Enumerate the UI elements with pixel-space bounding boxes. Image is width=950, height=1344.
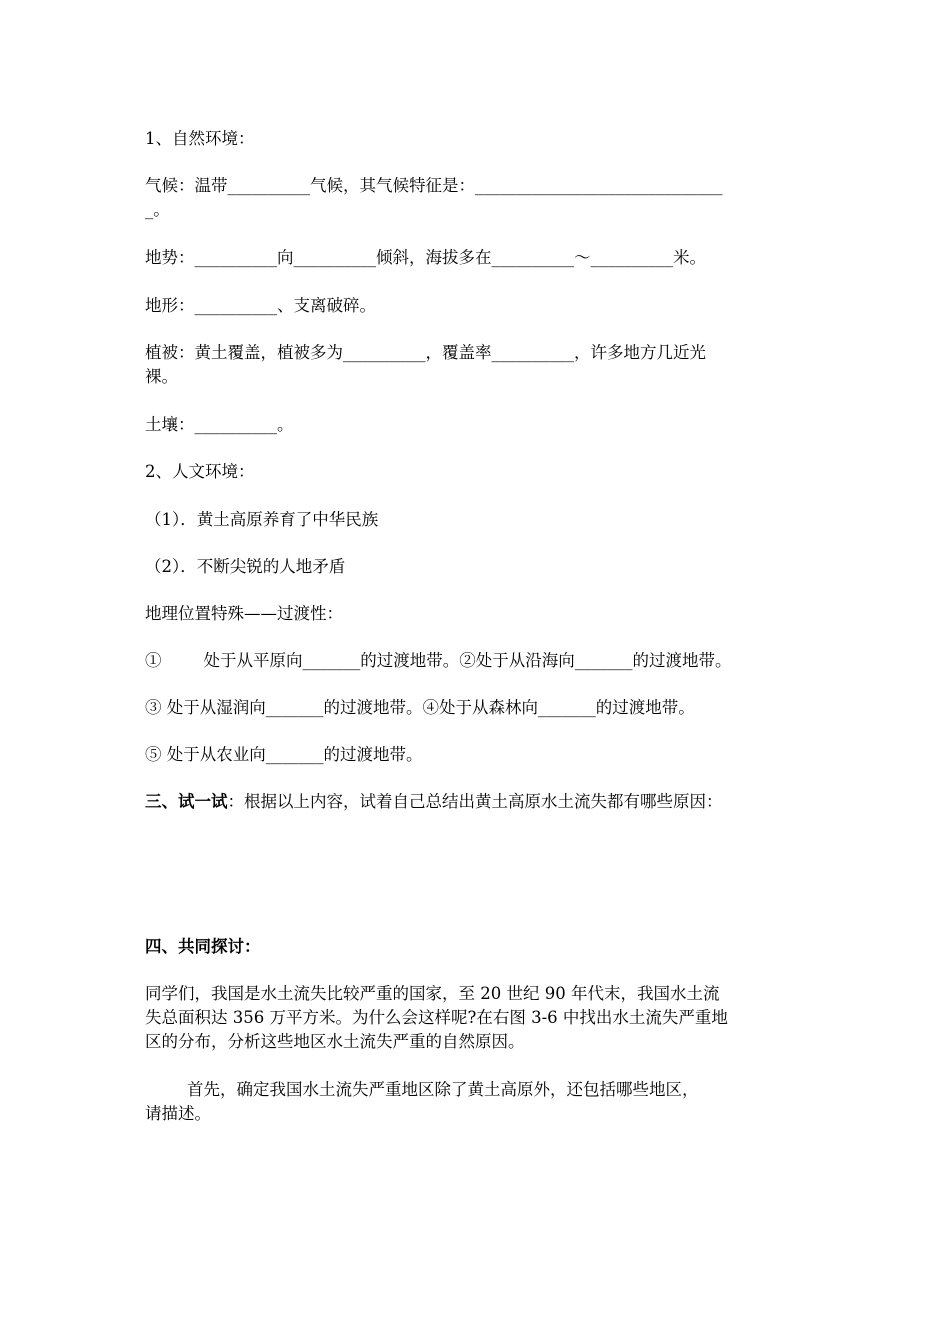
- section-title-human: 2、人文环境：: [145, 462, 255, 481]
- location-title: 地理位置特殊——过渡性：: [145, 604, 343, 623]
- vegetation-line: 植被：黄土覆盖，植被多为__________，覆盖率__________，许多地方几近光: [145, 343, 706, 362]
- section-title-discussion: 四、共同探讨：: [145, 937, 261, 956]
- discussion-para1-line2: 失总面积达 356 万平方米。为什么会这样呢?在右图 3-6 中找出水土流失严重地: [145, 1008, 728, 1027]
- climate-line-continued: _。: [145, 200, 170, 219]
- discussion-para2-line2: 请描述。: [145, 1104, 211, 1123]
- section-title-natural: 1、自然环境：: [145, 129, 255, 148]
- terrain-trend-line: 地势：__________向__________倾斜，海拔多在__________～__________米。: [145, 248, 706, 267]
- climate-line: 气候：温带__________气候，其气候特征是：______________________________: [145, 176, 723, 195]
- transition-line-3: ⑤ 处于从农业向_______的过渡地带。: [145, 745, 423, 764]
- transition-line-1: ① 处于从平原向_______的过渡地带。②处于从沿海向_______的过渡地带。: [145, 651, 732, 670]
- human-item-1: （1）．黄土高原养育了中华民族: [145, 510, 379, 529]
- section-try-it: [145, 790, 723, 814]
- soil-line: 土壤：__________。: [145, 415, 294, 434]
- landform-line: 地形：__________、支离破碎。: [145, 296, 376, 315]
- transition-line-2: ③ 处于从湿润向_______的过渡地带。④处于从森林向_______的过渡地带。: [145, 698, 695, 717]
- vegetation-line-continued: 裸。: [145, 367, 178, 386]
- discussion-para2-line1: 首先，确定我国水土流失严重地区除了黄土高原外，还包括哪些地区，: [145, 1080, 699, 1099]
- human-item-2: （2）．不断尖锐的人地矛盾: [145, 557, 346, 576]
- try-it-label: 三、试一试: [145, 792, 228, 811]
- discussion-para1-line3: 区的分布，分析这些地区水土流失严重的自然原因。: [145, 1032, 525, 1051]
- try-it-text: ：根据以上内容，试着自己总结出黄土高原水土流失都有哪些原因：: [227, 792, 723, 811]
- discussion-para1-line1: 同学们，我国是水土流失比较严重的国家，至 20 世纪 90 年代末，我国水土流: [145, 984, 720, 1003]
